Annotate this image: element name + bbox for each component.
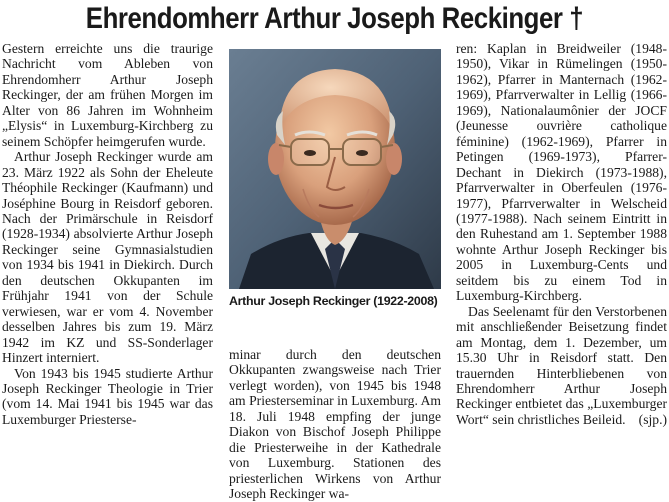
article-column-1: [2, 41, 213, 427]
author-signature: (sjp.): [638, 411, 667, 427]
funeral-text: Das Seelenamt für den Verstorbenen mit anschließender Beisetzung findet am Montag, dem 1. Dezember, um 15.30 Uhr in Reisdorf statt. Den trauernden Hinterbliebenen von Ehrendomherr Arthur Joseph Reckinger entbietet das „Luxemburger Wort“ sein christliches Beileid.: [456, 303, 667, 427]
paragraph-seminary: minar durch den deutschen Okkupanten zwangsweise nach Trier verlegt worden), von 1945 bis 1948 am Priesterseminar in Luxemburg. Am 18. Juli 1948 empfing der junge Diakon von Bischof Joseph Philippe die Priesterweihe in der Kathedrale von Luxemburg. Stationen des priesterlichen Wirkens von Arthur Joseph Reckinger wa-: [229, 347, 441, 502]
photo-caption: Arthur Joseph Reckinger (1922-2008): [229, 294, 438, 308]
paragraph-studies: Von 1943 bis 1945 studierte Arthur Joseph Reckinger Theologie in Trier (vom 14. Mai 1941 bis 1945 war das Luxemburger Priesterse-: [2, 365, 213, 427]
paragraph-intro: Gestern erreichte uns die traurige Nachricht vom Ableben von Ehrendomherr Arthur Joseph Reckinger, der am frühen Morgen im Alter von 86 Jahren im Wohnheim „Elysis“ in Luxemburg-Kirchberg zu seinem Schöpfer heimgerufen wurde.: [2, 41, 213, 149]
paragraph-biography: Arthur Joseph Reckinger wurde am 23. März 1922 als Sohn der Eheleute Théophile Reckinger (Kaufmann) und Joséphine Bourg in Reisdorf geboren. Nach der Primärschule in Reisdorf (1928-1934) absolvierte Arthur Joseph Reckinger seine Gymnasialstudien von 1934 bis 1941 in Diekirch. Durch den deutschen Okkupanten im Frühjahr 1941 von der Schule verwiesen, war er vom 4. November desselben Jahres bis zum 19. März 1942 im KZ und SS-Sonderlager Hinzert interniert.: [2, 149, 213, 366]
article-column-3: [456, 41, 667, 427]
headline: Ehrendomherr Arthur Joseph Reckinger †: [85, 2, 584, 35]
paragraph-funeral: [456, 304, 667, 428]
paragraph-stations: ren: Kaplan in Breidweiler (1948-1950), Vikar in Rümelingen (1950-1962), Pfarrer in Manternach (1962-1969), Pfarrverwalter in Lellig (1966-1969), Nationalaumônier der JOCF (Jeunesse ouvrière catholique féminine) (1962-1969), Pfarrer in Petingen (1969-1973), Pfarrer-Dechant in Diekirch (1973-1988), Pfarrverwalter in Oberfeulen (1976-1977), Pfarrverwalter in Welscheid (1977-1988). Nach seinem Eintritt in den Ruhestand am 1. September 1988 wohnte Arthur Joseph Reckinger bis 2005 in Luxemburg-Cents und seitdem bis zu einem Tod in Luxemburg-Kirchberg.: [456, 41, 667, 304]
portrait-illustration: [229, 49, 441, 289]
article-column-2: [229, 347, 441, 502]
portrait-photo: [229, 49, 441, 289]
